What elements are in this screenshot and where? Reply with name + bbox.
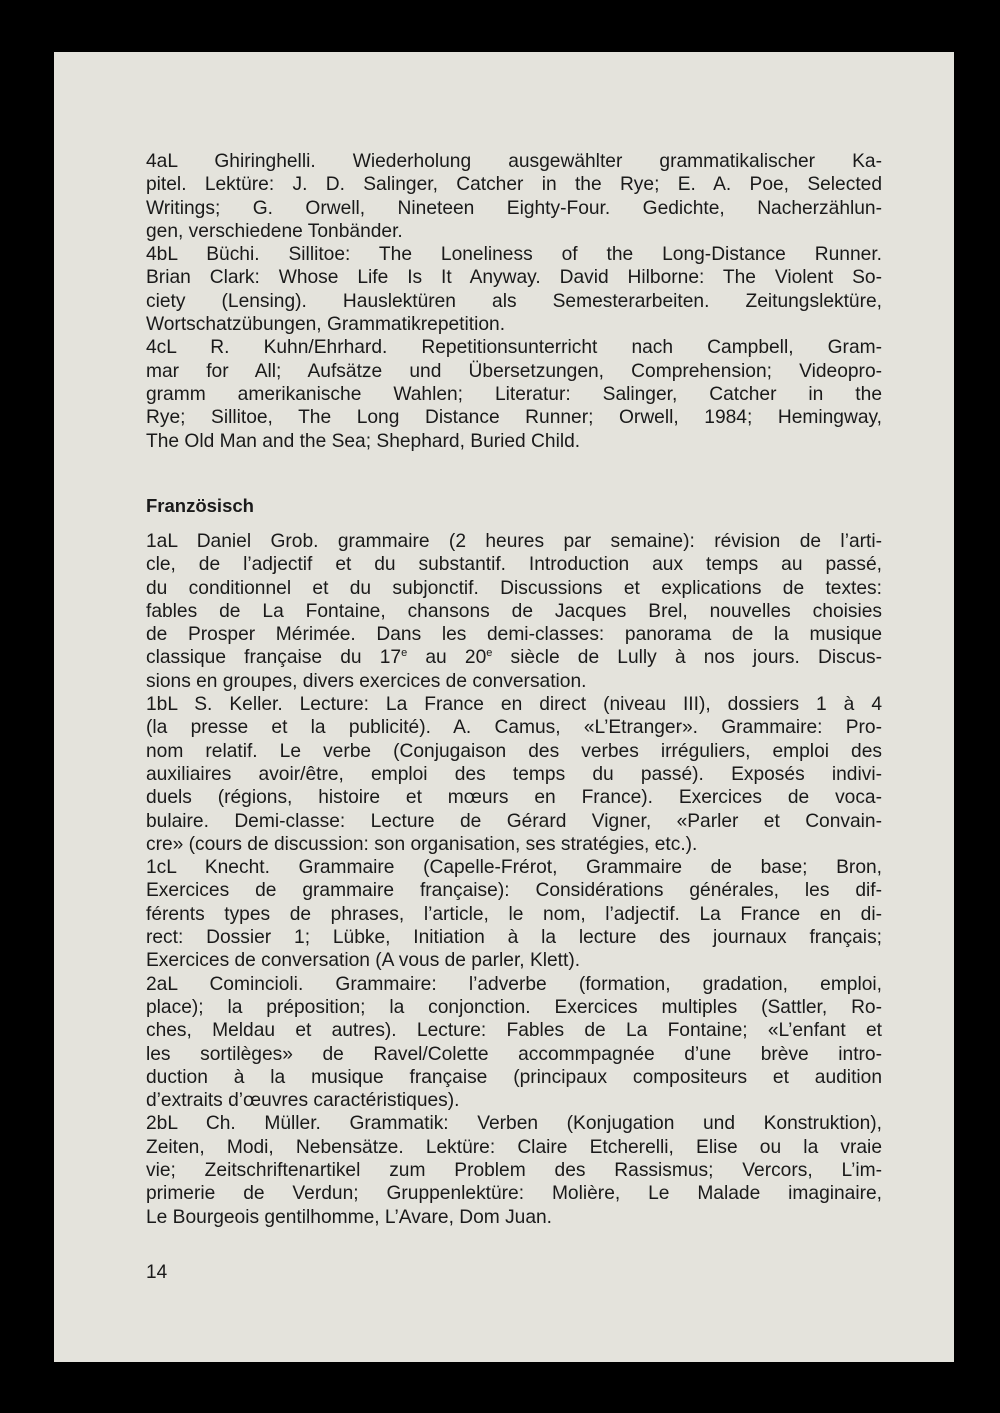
- english-text-line: 4aL Ghiringhelli. Wiederholung ausgewählter grammatikalischer Ka-: [146, 151, 882, 172]
- french-text-line: nom relatif. Le verbe (Conjugaison des verbes irréguliers, emploi des: [146, 740, 882, 762]
- french-text-line: duction à la musique française (principaux compositeurs et audition: [146, 1066, 882, 1088]
- page-number: 14: [146, 1262, 168, 1283]
- french-text-line: Le Bourgeois gentilhomme, L’Avare, Dom Juan.: [146, 1206, 553, 1228]
- text-segment: au 20: [407, 647, 487, 669]
- french-text-line: cre» (cours de discussion: son organisation, ses stratégies, etc.).: [146, 833, 698, 855]
- french-course-section: [146, 530, 882, 1229]
- english-text-line: ciety (Lensing). Hauslektüren als Semesterarbeiten. Zeitungslektüre,: [146, 290, 882, 312]
- english-text-line: The Old Man and the Sea; Shephard, Buried Child.: [146, 430, 581, 452]
- french-text-line: de Prosper Mérimée. Dans les demi-classes: panorama de la musique: [146, 624, 882, 646]
- english-text-line: gramm amerikanische Wahlen; Literatur: Salinger, Catcher in the: [146, 383, 882, 405]
- french-text-line: Exercices de conversation (A vous de parler, Klett).: [146, 950, 581, 972]
- english-text-line: Wortschatzübungen, Grammatikrepetition.: [146, 314, 506, 336]
- french-text-line: place); la préposition; la conjonction. Exercices multiples (Sattler, Ro-: [146, 996, 882, 1018]
- text-segment: classique française du 17: [146, 647, 402, 669]
- french-text-line: 2bL Ch. Müller. Grammatik: Verben (Konjugation und Konstruktion),: [146, 1113, 882, 1135]
- french-text-line: auxiliaires avoir/être, emploi des temps du passé). Exposés indivi-: [146, 763, 882, 785]
- french-text-line: duels (régions, histoire et mœurs en France). Exercices de voca-: [146, 787, 882, 809]
- superscript: e: [486, 647, 493, 660]
- french-text-line: fables de La Fontaine, chansons de Jacques Brel, nouvelles choisies: [146, 600, 882, 622]
- french-text-line: 1cL Knecht. Grammaire (Capelle-Frérot, Grammaire de base; Bron,: [146, 857, 882, 879]
- french-text-line: 1aL Daniel Grob. grammaire (2 heures par semaine): révision de l’arti-: [146, 531, 882, 552]
- french-text-line: bulaire. Demi-classe: Lecture de Gérard Vigner, «Parler et Convain-: [146, 810, 882, 832]
- english-text-line: Brian Clark: Whose Life Is It Anyway. David Hilborne: The Violent So-: [146, 267, 882, 289]
- french-text-line: les sortilèges» de Ravel/Colette accommpagnée d’une brève intro-: [146, 1043, 882, 1065]
- english-text-line: 4cL R. Kuhn/Ehrhard. Repetitionsunterricht nach Campbell, Gram-: [146, 337, 882, 359]
- french-text-line: primerie de Verdun; Gruppenlektüre: Molière, Le Malade imaginaire,: [146, 1183, 882, 1205]
- english-text-line: mar for All; Aufsätze und Übersetzungen, Comprehension; Videopro-: [146, 360, 882, 382]
- document-page: [54, 52, 954, 1362]
- french-text-line: Exercices de grammaire française): Considérations générales, les dif-: [146, 880, 882, 902]
- section-heading-franzoesisch: Französisch: [146, 495, 254, 516]
- english-text-line: pitel. Lektüre: J. D. Salinger, Catcher in the Rye; E. A. Poe, Selected: [146, 174, 882, 196]
- text-segment: siècle de Lully à nos jours. Discus-: [492, 647, 882, 669]
- english-text-line: Rye; Sillitoe, The Long Distance Runner; Orwell, 1984; Hemingway,: [146, 407, 882, 429]
- french-text-line: ches, Meldau et autres). Lecture: Fables de La Fontaine; «L’enfant et: [146, 1020, 882, 1042]
- english-text-line: 4bL Büchi. Sillitoe: The Loneliness of the Long-Distance Runner.: [146, 244, 882, 266]
- french-text-line: vie; Zeitschriftenartikel zum Problem des Rassismus; Vercors, L’im-: [146, 1160, 882, 1182]
- french-text-line: du conditionnel et du subjonctif. Discussions et explications de textes:: [146, 577, 882, 599]
- french-text-line: sions en groupes, divers exercices de conversation.: [146, 670, 587, 692]
- french-text-line: d’extraits d’œuvres caractéristiques).: [146, 1090, 460, 1112]
- french-text-line: 2aL Comincioli. Grammaire: l’adverbe (formation, gradation, emploi,: [146, 973, 882, 995]
- french-text-line: rect: Dossier 1; Lübke, Initiation à la lecture des journaux français;: [146, 927, 882, 949]
- english-text-line: gen, verschiedene Tonbänder.: [146, 220, 403, 242]
- superscript: e: [401, 647, 408, 660]
- french-text-line: férents types de phrases, l’article, le nom, l’adjectif. La France en di-: [146, 903, 882, 925]
- french-text-line: Zeiten, Modi, Nebensätze. Lektüre: Claire Etcherelli, Elise ou la vraie: [146, 1136, 882, 1158]
- french-text-line: (la presse et la publicité). A. Camus, «L’Etranger». Grammaire: Pro-: [146, 717, 882, 739]
- english-text-line: Writings; G. Orwell, Nineteen Eighty-Four. Gedichte, Nacherzählun-: [146, 197, 882, 219]
- french-text-line: cle, de l’adjectif et du substantif. Introduction aux temps au passé,: [146, 554, 882, 576]
- english-course-section: [146, 150, 882, 453]
- french-text-line: [146, 646, 882, 669]
- french-text-line: 1bL S. Keller. Lecture: La France en direct (niveau III), dossiers 1 à 4: [146, 694, 882, 716]
